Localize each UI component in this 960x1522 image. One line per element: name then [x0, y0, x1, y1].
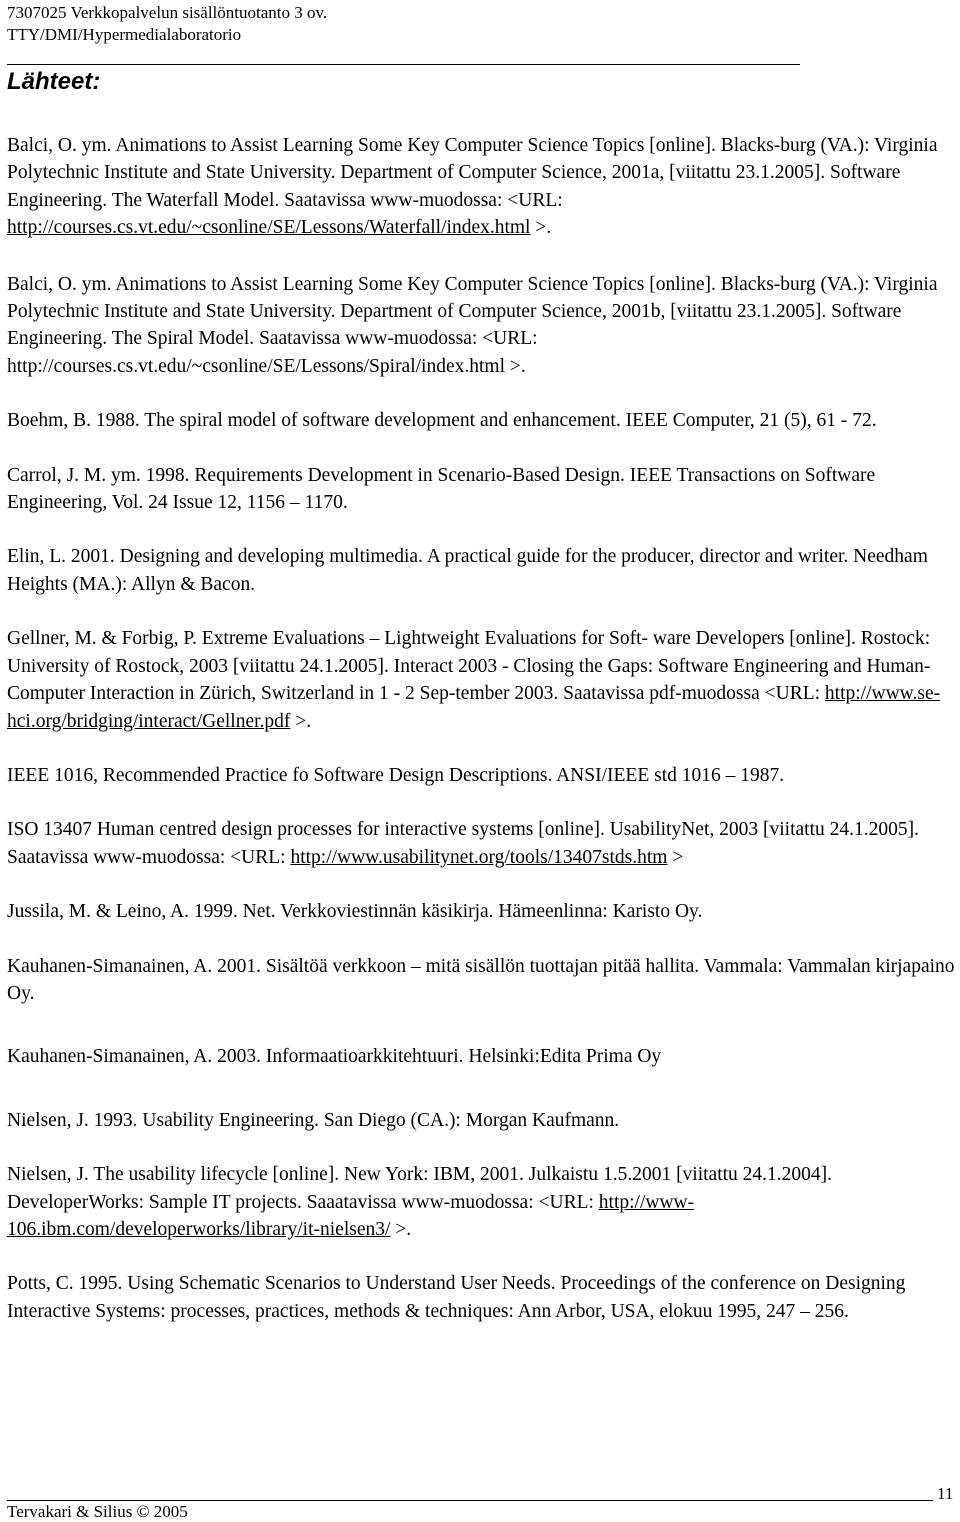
- page-title: Lähteet:: [7, 68, 101, 95]
- reference-text: Nielsen, J. The usability lifecycle [online]. New York: IBM, 2001. Julkaistu 1.5.2001 [viitattu 24.1.2004]. DeveloperWorks: Sample IT projects. Saaatavissa www-muodossa: <URL:: [7, 1164, 833, 1213]
- reference-text: Balci, O. ym. Animations to Assist Learning Some Key Computer Science Topics [online]. Blacks-burg (VA.): Virginia Polytechnic Institute and State University. Department of Computer Science, 2001b, [viitattu 23.1.2005]. Software Engineering. The Spiral Model. Saatavissa www-muodossa: <URL: http://courses.cs.vt.edu/~csonline/SE/Lessons/Spiral/index.html >.: [7, 273, 938, 377]
- reference-text: Kauhanen-Simanainen, A. 2001. Sisältöä verkkoon – mitä sisällön tuottajan pitää hallita. Vammala: Vammalan kirjapaino Oy.: [7, 955, 955, 1004]
- reference-text: Kauhanen-Simanainen, A. 2003. Informaatioarkkitehtuuri. Helsinki:Edita Prima Oy: [7, 1046, 662, 1068]
- reference-item: [7, 816, 957, 871]
- reference-item: [7, 1270, 957, 1325]
- reference-item: [7, 407, 957, 434]
- reference-link[interactable]: http://www.usabilitynet.org/tools/13407stds.htm: [290, 846, 668, 868]
- department-line: TTY/DMI/Hypermedialaboratorio: [7, 25, 242, 44]
- footer-rule: [7, 1500, 933, 1501]
- reference-text: IEEE 1016, Recommended Practice fo Software Design Descriptions. ANSI/IEEE std 1016 – 1987.: [7, 764, 785, 786]
- reference-list: [7, 132, 957, 1325]
- reference-tail: >.: [530, 217, 552, 239]
- reference-item: [7, 1107, 957, 1134]
- reference-text: Balci, O. ym. Animations to Assist Learning Some Key Computer Science Topics [online]. Blacks-burg (VA.): Virginia Polytechnic Institute and State University. Department of Computer Science, 2001a, [viitattu 23.1.2005]. Software Engineering. The Waterfall Model. Saatavissa www-muodossa: <URL:: [7, 135, 938, 211]
- reference-text: Carrol, J. M. ym. 1998. Requirements Development in Scenario-Based Design. IEEE Transactions on Software Engineering, Vol. 24 Issue 12, 1156 – 1170.: [7, 464, 876, 514]
- reference-text: Nielsen, J. 1993. Usability Engineering. San Diego (CA.): Morgan Kaufmann.: [7, 1109, 620, 1131]
- reference-link[interactable]: http://www.se-hci.org/bridging/interact/Gellner.pdf: [7, 683, 941, 732]
- header-rule: [7, 64, 800, 65]
- reference-text: Jussila, M. & Leino, A. 1999. Net. Verkkoviestinnän käsikirja. Hämeenlinna: Karisto Oy.: [7, 901, 703, 923]
- reference-item: [7, 543, 957, 598]
- reference-text: Boehm, B. 1988. The spiral model of software development and enhancement. IEEE Computer, 21 (5), 61 - 72.: [7, 410, 877, 432]
- course-line: 7307025 Verkkopalvelun sisällöntuotanto 3 ov.: [7, 3, 328, 22]
- reference-item: [7, 132, 957, 242]
- reference-item: [7, 1043, 957, 1070]
- reference-tail: >.: [290, 710, 312, 732]
- reference-item: [7, 953, 957, 1008]
- reference-item: [7, 1161, 957, 1243]
- reference-item: [7, 762, 957, 789]
- reference-link[interactable]: http://courses.cs.vt.edu/~csonline/SE/Lessons/Waterfall/index.html: [7, 217, 531, 239]
- page-number: 11: [937, 1484, 954, 1503]
- reference-text: Potts, C. 1995. Using Schematic Scenarios to Understand User Needs. Proceedings of the conference on Designing Interactive Systems: processes, practices, methods & techniques: Ann Arbor, USA, elokuu 1995, 247 – 256.: [7, 1273, 906, 1322]
- reference-item: [7, 462, 957, 517]
- reference-link[interactable]: http://www-106.ibm.com/developerworks/library/it-nielsen3/: [7, 1191, 695, 1240]
- reference-item: [7, 271, 957, 381]
- reference-item: [7, 898, 957, 925]
- reference-item: [7, 625, 957, 735]
- reference-tail: >: [667, 846, 684, 868]
- reference-text: Elin, L. 2001. Designing and developing multimedia. A practical guide for the producer, director and writer. Needham Heights (MA.): Allyn & Bacon.: [7, 546, 928, 595]
- reference-text: ISO 13407 Human centred design processes for interactive systems [online]. UsabilityNet, 2003 [viitattu 24.1.2005]. Saatavissa www-muodossa: <URL:: [7, 819, 919, 868]
- document-header: [7, 2, 327, 46]
- reference-text: Gellner, M. & Forbig, P. Extreme Evaluations – Lightweight Evaluations for Soft- ware Developers [online]. Rostock: University of Rostock, 2003 [viitattu 24.1.2005]. Interact 2003 - Closing the Gaps: Software Engineering and Human-Computer Interaction in Zürich, Switzerland in 1 - 2 Sep-tember 2003. Saatavissa pdf-muodossa <URL:: [7, 628, 931, 705]
- reference-tail: >.: [390, 1218, 412, 1240]
- footer-authors: Tervakari & Silius © 2005: [7, 1502, 188, 1521]
